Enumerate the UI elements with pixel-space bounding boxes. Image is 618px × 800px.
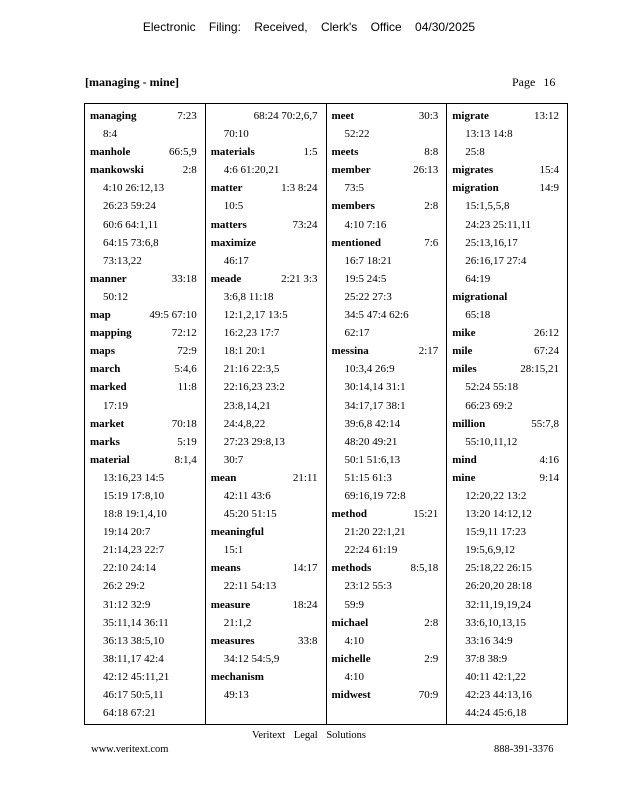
index-entry-head <box>211 559 326 577</box>
index-term: members <box>331 200 375 213</box>
index-term: meaningful <box>210 526 264 539</box>
page-line-ref: 5:19 <box>177 435 197 448</box>
page-line-ref: 37:8 38:9 <box>465 652 508 665</box>
page-line-ref: 72:9 <box>177 345 197 358</box>
index-term: meet <box>331 110 355 122</box>
page-line-ref: 19:5 24:5 <box>344 272 387 285</box>
footer-phone: 888-391-3376 <box>494 744 554 755</box>
index-column-2 <box>206 104 327 724</box>
index-entry <box>211 469 326 523</box>
index-entry-head <box>332 234 447 252</box>
page-line-ref: 26:23 59:24 <box>103 200 156 213</box>
index-term: michelle <box>331 652 371 665</box>
index-entry <box>332 559 447 613</box>
index-term: means <box>210 562 241 575</box>
index-entry-head <box>211 523 326 541</box>
page-line-ref: 55:7,8 <box>531 417 559 430</box>
page-line-ref: 18:8 19:1,4,10 <box>103 508 167 521</box>
page-line-ref: 17:19 <box>103 399 129 412</box>
page-line-ref: 66:23 69:2 <box>465 399 513 412</box>
index-entry-head <box>211 668 326 686</box>
index-entry-head <box>452 107 567 125</box>
index-term: market <box>90 417 125 430</box>
index-entry-head <box>90 306 205 324</box>
index-term: mapping <box>90 327 132 340</box>
index-term: meade <box>210 272 242 285</box>
page-line-ref: 42:23 44:13,16 <box>465 689 532 701</box>
page-line-ref: 8:8 <box>424 146 439 159</box>
page-line-ref: 50:1 51:6,13 <box>344 453 401 466</box>
index-term: materials <box>210 146 255 159</box>
page-line-ref: 15:1,5,5,8 <box>465 200 510 213</box>
index-entry <box>332 234 447 343</box>
page-number-value: 16 <box>543 75 556 89</box>
index-entry-head <box>90 360 205 378</box>
page-line-ref: 24:4,8,22 <box>223 417 266 430</box>
page-line-ref: 4:16 <box>539 453 559 466</box>
index-entry <box>90 107 205 143</box>
page-line-ref: 69:16,19 72:8 <box>344 489 406 502</box>
page-line-ref: 62:17 <box>344 327 370 340</box>
page-line-ref: 2:21 3:3 <box>281 272 318 285</box>
page-line-ref: 73:24 <box>292 218 318 231</box>
page-line-ref: 26:12 <box>533 327 559 340</box>
index-entry <box>90 360 205 378</box>
index-term: mentioned <box>331 236 381 249</box>
page-line-ref: 68:24 70:2,6,7 <box>253 110 318 122</box>
page-line-ref: 30:7 <box>223 453 244 466</box>
page-line-ref: 21:14,23 22:7 <box>103 544 165 557</box>
page-line-ref: 45:20 51:15 <box>223 508 277 521</box>
page-line-ref: 24:23 25:11,11 <box>465 218 532 231</box>
index-entry <box>332 342 447 505</box>
page-line-ref: 2:9 <box>424 652 439 665</box>
index-entry <box>452 179 567 288</box>
page-line-ref: 30:3 <box>418 110 439 122</box>
page-line-ref: 44:24 45:6,18 <box>465 707 527 720</box>
index-term: material <box>90 453 130 466</box>
page-line-ref: 22:10 24:14 <box>103 562 156 575</box>
page-line-ref: 27:23 29:8,13 <box>223 435 285 448</box>
index-entry <box>332 161 447 197</box>
page-line-ref: 13:20 14:12,12 <box>465 508 532 521</box>
index-entry <box>90 415 205 433</box>
page-line-ref: 19:5,6,9,12 <box>465 544 516 557</box>
page-line-ref: 33:16 34:9 <box>465 634 513 647</box>
index-entry-head <box>211 632 326 650</box>
page-line-ref: 21:20 22:1,21 <box>344 526 406 539</box>
page-line-ref: 48:20 49:21 <box>344 435 398 448</box>
index-entry <box>90 451 205 722</box>
index-entry-head <box>211 107 326 125</box>
page-line-ref: 8:1,4 <box>174 453 197 466</box>
page-line-ref: 64:15 73:6,8 <box>103 236 159 249</box>
page-line-ref: 26:20,20 28:18 <box>465 580 532 593</box>
index-entry <box>332 505 447 559</box>
index-entry-head <box>90 451 205 469</box>
index-entry <box>211 107 326 143</box>
page-line-ref: 33:8 <box>297 634 318 647</box>
index-range-label: [managing - mine] <box>85 75 179 89</box>
index-term: mine <box>452 471 476 484</box>
page-line-ref: 33:6,10,13,15 <box>465 616 527 629</box>
index-entry-head <box>332 686 447 704</box>
page-line-ref: 11:8 <box>177 381 197 394</box>
index-entry-head <box>211 234 326 252</box>
index-entry-head <box>452 360 567 378</box>
index-entry-head <box>90 324 205 342</box>
page-line-ref: 46:17 <box>223 254 249 267</box>
index-term: miles <box>452 363 477 376</box>
page-line-ref: 15:9,11 17:23 <box>465 526 526 539</box>
index-entry <box>452 451 567 469</box>
page-line-ref: 35:11,14 36:11 <box>103 616 169 629</box>
index-term: million <box>452 417 486 430</box>
page-line-ref: 42:12 45:11,21 <box>103 670 170 683</box>
page-line-ref: 26:16,17 27:4 <box>465 254 527 267</box>
page-line-ref: 18:24 <box>292 598 318 611</box>
footer-company: Veritext Legal Solutions <box>251 730 367 741</box>
index-term: methods <box>331 562 372 575</box>
index-entry-head <box>90 378 205 396</box>
index-entry <box>452 161 567 179</box>
index-term: michael <box>331 616 369 629</box>
page-line-ref: 2:8 <box>424 616 439 629</box>
index-entry <box>211 523 326 559</box>
index-entry-head <box>452 342 567 360</box>
index-entry <box>211 216 326 234</box>
page-line-ref: 55:10,11,12 <box>465 435 518 448</box>
index-term: migrate <box>452 110 489 122</box>
index-entry-head <box>90 270 205 288</box>
page-line-ref: 42:11 43:6 <box>223 489 271 502</box>
index-term: maps <box>90 345 116 358</box>
page-line-ref: 25:8 <box>465 146 485 159</box>
index-column-1 <box>85 104 206 724</box>
page-line-ref: 15:19 17:8,10 <box>103 489 165 502</box>
index-entry-head <box>332 614 447 632</box>
page-line-ref: 72:12 <box>171 327 197 340</box>
page-line-ref: 60:6 64:1,11 <box>103 218 159 231</box>
index-entry <box>211 596 326 632</box>
index-term: march <box>90 363 121 376</box>
index-entry <box>452 360 567 414</box>
footer-website: www.veritext.com <box>91 744 169 755</box>
index-term: marked <box>90 381 127 394</box>
page-line-ref: 34:5 47:4 62:6 <box>344 309 409 322</box>
index-entry-head <box>90 161 205 179</box>
page-line-ref: 33:18 <box>171 272 197 285</box>
index-entry <box>90 342 205 360</box>
page-line-ref: 13:16,23 14:5 <box>103 471 165 484</box>
word-index-table <box>84 103 568 725</box>
page-line-ref: 1:5 <box>303 146 318 159</box>
page-line-ref: 25:13,16,17 <box>465 236 518 249</box>
index-entry-head <box>211 216 326 234</box>
index-entry <box>332 614 447 650</box>
page-line-ref: 25:22 27:3 <box>344 290 392 303</box>
index-term: mechanism <box>210 670 264 683</box>
index-entry-head <box>211 469 326 487</box>
page-line-ref: 2:17 <box>418 345 439 358</box>
page-line-ref: 3:6,8 11:18 <box>223 290 274 303</box>
page-line-ref: 49:13 <box>223 689 249 701</box>
page-line-ref: 64:18 67:21 <box>103 707 156 720</box>
page-line-ref: 15:21 <box>413 508 439 521</box>
index-entry <box>452 415 567 451</box>
index-term: matters <box>210 218 247 231</box>
page-line-ref: 70:9 <box>418 689 439 701</box>
page-line-ref: 28:15,21 <box>520 363 559 376</box>
page-line-ref: 18:1 20:1 <box>223 345 266 358</box>
index-entry <box>211 234 326 270</box>
index-entry-head <box>90 415 205 433</box>
page-line-ref: 22:16,23 23:2 <box>223 381 285 394</box>
page-line-ref: 26:2 29:2 <box>103 580 145 593</box>
page-line-ref: 64:19 <box>465 272 491 285</box>
index-entry <box>211 143 326 179</box>
index-term: migrational <box>452 290 508 303</box>
index-column-3 <box>327 104 448 724</box>
page-line-ref: 7:6 <box>424 236 439 249</box>
page-line-ref: 8:5,18 <box>410 562 439 575</box>
index-entry <box>90 143 205 161</box>
index-entry <box>211 559 326 595</box>
index-entry <box>452 288 567 324</box>
index-entry-head <box>332 143 447 161</box>
index-entry-head <box>332 107 447 125</box>
page-line-ref: 66:5,9 <box>168 146 197 159</box>
page-line-ref: 34:17,17 38:1 <box>344 399 406 412</box>
index-entry <box>90 324 205 342</box>
index-entry <box>90 378 205 414</box>
index-entry-head <box>452 451 567 469</box>
index-term: measures <box>210 634 255 647</box>
page-line-ref: 36:13 38:5,10 <box>103 634 165 647</box>
index-entry <box>90 433 205 451</box>
index-entry-head <box>211 143 326 161</box>
page-line-ref: 14:9 <box>539 182 559 195</box>
page-line-ref: 59:9 <box>344 598 365 611</box>
page-line-ref: 49:5 67:10 <box>149 309 197 322</box>
page-line-ref: 21:11 <box>292 471 318 484</box>
index-term: marks <box>90 435 120 448</box>
page-line-ref: 9:14 <box>539 471 559 484</box>
page-line-ref: 23:8,14,21 <box>223 399 271 412</box>
index-entry-head <box>452 324 567 342</box>
index-entry <box>452 469 567 722</box>
page-line-ref: 52:24 55:18 <box>465 381 519 394</box>
index-column-4 <box>447 104 567 724</box>
filing-stamp-header: Electronic Filing: Received, Clerk's Office 04/30/2025 <box>142 20 476 34</box>
page-line-ref: 22:11 54:13 <box>223 580 277 593</box>
index-entry <box>211 270 326 469</box>
page-line-ref: 15:1 <box>223 544 244 557</box>
page-line-ref: 12:20,22 13:2 <box>465 489 527 502</box>
index-entry-head <box>90 107 205 125</box>
page-label: Page <box>512 75 536 89</box>
page-line-ref: 26:13 <box>413 164 439 177</box>
page-line-ref: 70:18 <box>171 417 197 430</box>
page-line-ref: 4:10 <box>344 670 365 683</box>
index-entry-head <box>332 650 447 668</box>
index-entry-head <box>452 179 567 197</box>
index-term: matter <box>210 182 243 195</box>
index-entry <box>332 650 447 686</box>
index-term: manner <box>90 272 127 285</box>
page-line-ref: 10:5 <box>223 200 244 213</box>
page-line-ref: 4:6 61:20,21 <box>223 164 280 177</box>
index-entry-head <box>211 179 326 197</box>
index-term: mankowski <box>90 164 144 177</box>
index-entry-head <box>452 469 567 487</box>
index-entry <box>332 143 447 161</box>
index-term: member <box>331 164 371 177</box>
index-entry-head <box>452 161 567 179</box>
index-entry-head <box>332 559 447 577</box>
page-line-ref: 52:22 <box>344 128 370 141</box>
index-entry <box>332 197 447 233</box>
page-line-ref: 73:5 <box>344 182 365 195</box>
index-entry <box>452 342 567 360</box>
index-entry <box>211 632 326 668</box>
page-line-ref: 34:12 54:5,9 <box>223 652 280 665</box>
page-line-ref: 21:1,2 <box>223 616 252 629</box>
index-entry <box>90 306 205 324</box>
index-entry <box>211 179 326 215</box>
index-entry-head <box>332 197 447 215</box>
page-line-ref: 39:6,8 42:14 <box>344 417 401 430</box>
index-entry <box>452 107 567 161</box>
index-term: measure <box>210 598 251 611</box>
page-line-ref: 23:12 55:3 <box>344 580 392 593</box>
index-entry-head <box>90 143 205 161</box>
index-term: migration <box>452 182 499 195</box>
index-entry-head <box>452 288 567 306</box>
page-line-ref: 5:4,6 <box>174 363 197 376</box>
page-line-ref: 40:11 42:1,22 <box>465 670 526 683</box>
page-line-ref: 25:18,22 26:15 <box>465 562 532 575</box>
index-term: meets <box>331 146 359 159</box>
index-term: managing <box>90 110 137 122</box>
index-term: mike <box>452 327 476 340</box>
page-line-ref: 65:18 <box>465 309 491 322</box>
page-line-ref: 22:24 61:19 <box>344 544 398 557</box>
index-entry-head <box>211 596 326 614</box>
page-line-ref: 16:7 18:21 <box>344 254 392 267</box>
page-line-ref: 73:13,22 <box>103 254 142 267</box>
page-line-ref: 10:3,4 26:9 <box>344 363 395 376</box>
page-line-ref: 13:13 14:8 <box>465 128 513 141</box>
page-line-ref: 50:12 <box>103 290 129 303</box>
page-line-ref: 38:11,17 42:4 <box>103 652 164 665</box>
index-term: messina <box>331 345 369 358</box>
index-term: manhole <box>90 146 131 159</box>
page-line-ref: 30:14,14 31:1 <box>344 381 406 394</box>
page-line-ref: 14:17 <box>292 562 318 575</box>
page-line-ref: 8:4 <box>103 128 118 141</box>
page-line-ref: 46:17 50:5,11 <box>103 689 164 701</box>
page-line-ref: 2:8 <box>424 200 439 213</box>
index-entry <box>452 324 567 342</box>
index-term: mind <box>452 453 477 466</box>
page-line-ref: 21:16 22:3,5 <box>223 363 280 376</box>
page-line-ref: 4:10 <box>344 634 365 647</box>
page-line-ref: 15:4 <box>539 164 559 177</box>
index-entry <box>332 107 447 143</box>
index-entry-head <box>90 342 205 360</box>
page-line-ref: 32:11,19,19,24 <box>465 598 532 611</box>
page-line-ref: 12:1,2,17 13:5 <box>223 309 288 322</box>
index-term: maximize <box>210 236 256 249</box>
index-entry-head <box>90 433 205 451</box>
index-entry-head <box>211 270 326 288</box>
page-line-ref: 1:3 8:24 <box>281 182 318 195</box>
index-term: migrates <box>452 164 494 177</box>
page-line-ref: 13:12 <box>533 110 559 122</box>
page-line-ref: 16:2,23 17:7 <box>223 327 280 340</box>
page-line-ref: 67:24 <box>533 345 559 358</box>
index-term: mean <box>210 471 237 484</box>
index-entry <box>332 686 447 704</box>
page-line-ref: 4:10 7:16 <box>344 218 387 231</box>
index-term: mile <box>452 345 473 358</box>
page-line-ref: 19:14 20:7 <box>103 526 151 539</box>
page-line-ref: 7:23 <box>177 110 197 122</box>
index-term: midwest <box>331 689 371 701</box>
page-line-ref: 70:10 <box>223 128 249 141</box>
index-entry-head <box>452 415 567 433</box>
index-entry-head <box>332 342 447 360</box>
index-entry-head <box>332 505 447 523</box>
page-line-ref: 2:8 <box>182 164 197 177</box>
index-term: map <box>90 309 111 322</box>
page-line-ref: 4:10 26:12,13 <box>103 182 165 195</box>
index-term: method <box>331 508 367 521</box>
page-number <box>512 75 555 90</box>
index-entry <box>90 270 205 306</box>
index-entry <box>211 668 326 704</box>
page-line-ref: 31:12 32:9 <box>103 598 151 611</box>
index-entry <box>90 161 205 270</box>
page-line-ref: 51:15 61:3 <box>344 471 392 484</box>
index-entry-head <box>332 161 447 179</box>
